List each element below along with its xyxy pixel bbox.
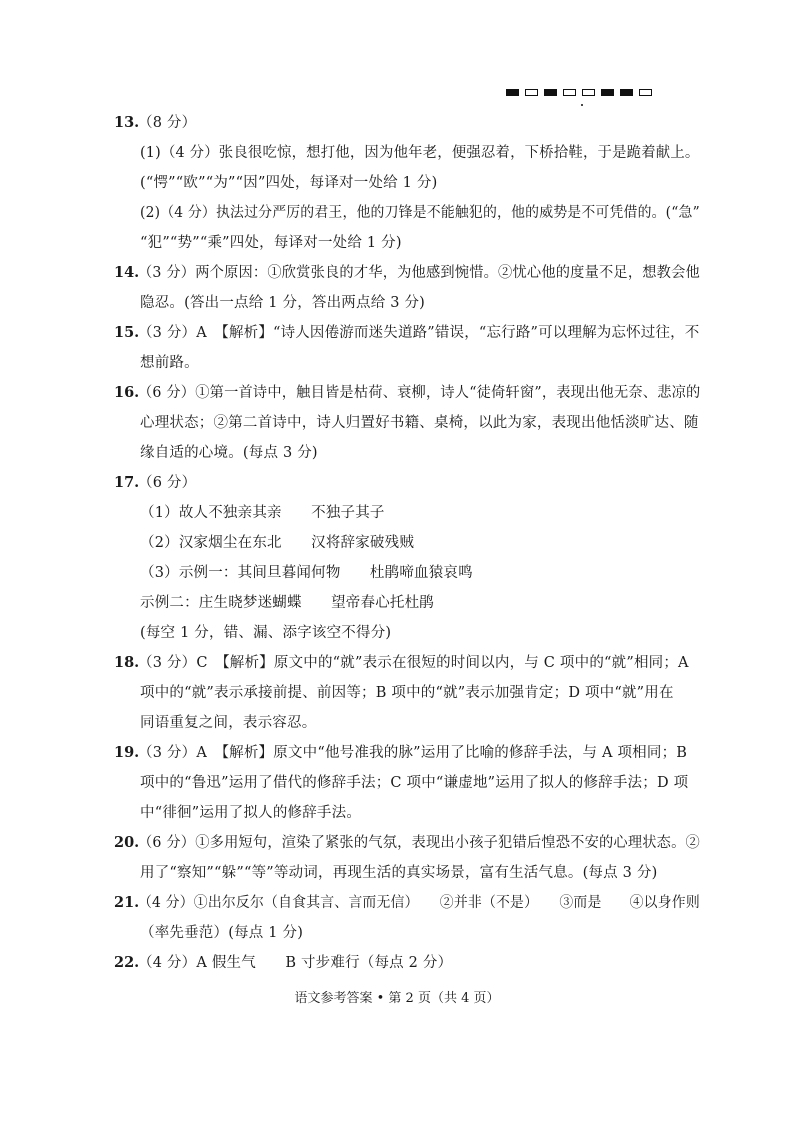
q21-line: （率先垂范）(每点 1 分)	[140, 925, 304, 941]
question-number: 14.	[114, 264, 140, 281]
q18-line: 项中的“就”表示承接前提、前因等；B 项中的“就”表示加强肯定；D 项中“就”用在	[140, 685, 674, 701]
q18-line: 同语重复之间，表示容忍。	[140, 715, 317, 731]
q14-line: 隐忍。(答出一点给 1 分，答出两点给 3 分)	[140, 295, 425, 311]
q21-line: （4 分）①出尔反尔（自食其言、言而无信） ②并非（不是） ③而是 ④以身作则	[138, 895, 700, 911]
q13-line: (1)（4 分）张良很吃惊，想打他，因为他年老，便强忍着，下桥拾鞋，于是跪着献上。	[140, 145, 700, 161]
q19-line: 项中的“鲁迅”运用了借代的修辞手法；C 项中“谦虚地”运用了拟人的修辞手法；D 项	[140, 775, 689, 791]
q15-line: 想前路。	[140, 355, 199, 371]
q13-line: (“愕”“欧”“为”“因”四处，每译对一处给 1 分)	[140, 175, 438, 191]
q13-line: （8 分）	[138, 115, 197, 131]
header-mark	[582, 89, 595, 96]
question-number: 20.	[114, 834, 140, 851]
q14-line: （3 分）两个原因：①欣赏张良的才华，为他感到惋惜。②忧心他的度量不足，想教会他	[138, 265, 700, 281]
header-mark	[639, 89, 652, 96]
header-marks	[506, 89, 652, 99]
q19-line: （3 分）A 【解析】原文中“他号准我的脉”运用了比喻的修辞手法，与 A 项相同；B	[138, 745, 688, 761]
question-number: 16.	[114, 384, 140, 401]
header-mark	[506, 89, 519, 96]
q17-line: （2）汉家烟尘在东北 汉将辞家破残贼	[140, 535, 415, 551]
question-number: 15.	[114, 324, 140, 341]
q20-line: （6 分）①多用短句，渲染了紧张的气氛，表现出小孩子犯错后惶恐不安的心理状态。②	[138, 835, 700, 851]
header-mark	[601, 89, 614, 96]
question-number: 18.	[114, 654, 140, 671]
q17-line: （1）故人不独亲其亲 不独子其子	[140, 505, 385, 521]
q16-line: （6 分）①第一首诗中，触目皆是枯荷、衰柳，诗人“徒倚轩窗”，表现出他无奈、悲凉的	[138, 385, 701, 401]
q17-line: （6 分）	[138, 475, 197, 491]
q17-line: (每空 1 分，错、漏、添字该空不得分)	[140, 625, 392, 641]
q16-line: 心理状态；②第二首诗中，诗人归置好书籍、桌椅，以此为家，表现出他恬淡旷达、随	[140, 415, 699, 431]
header-dot	[581, 104, 583, 106]
header-mark	[525, 89, 538, 96]
question-number: 13.	[114, 114, 140, 131]
q20-line: 用了“察知”“躲”“等”等动词，再现生活的真实场景，富有生活气息。(每点 3 分)	[140, 865, 658, 881]
question-number: 22.	[114, 954, 140, 971]
q17-line: 示例二：庄生晓梦迷蝴蝶 望帝春心托杜鹃	[140, 595, 434, 611]
q19-line: 中“徘徊”运用了拟人的修辞手法。	[140, 805, 362, 821]
q13-line: “犯”“势”“乘”四处，每译对一处给 1 分)	[140, 235, 402, 251]
q13-line: (2)（4 分）执法过分严厉的君王，他的刀锋是不能触犯的，他的威势是不可凭借的。(“急”	[140, 205, 700, 221]
question-number: 19.	[114, 744, 140, 761]
header-mark	[563, 89, 576, 96]
q18-line: （3 分）C 【解析】原文中的“就”表示在很短的时间以内，与 C 项中的“就”相同；A	[138, 655, 689, 671]
header-mark	[544, 89, 557, 96]
q15-line: （3 分）A 【解析】“诗人因倦游而迷失道路”错误，“忘行路”可以理解为忘怀过往，不	[138, 325, 700, 341]
q16-line: 缘自适的心境。(每点 3 分)	[140, 445, 318, 461]
q22-line: （4 分）A 假生气 B 寸步难行（每点 2 分）	[138, 955, 453, 971]
q17-line: （3）示例一：其间旦暮闻何物 杜鹃啼血猿哀鸣	[140, 565, 473, 581]
question-number: 21.	[114, 894, 140, 911]
question-number: 17.	[114, 474, 140, 491]
header-mark	[620, 89, 633, 96]
page-footer: 语文参考答案 • 第 2 页（共 4 页）	[294, 991, 500, 1006]
